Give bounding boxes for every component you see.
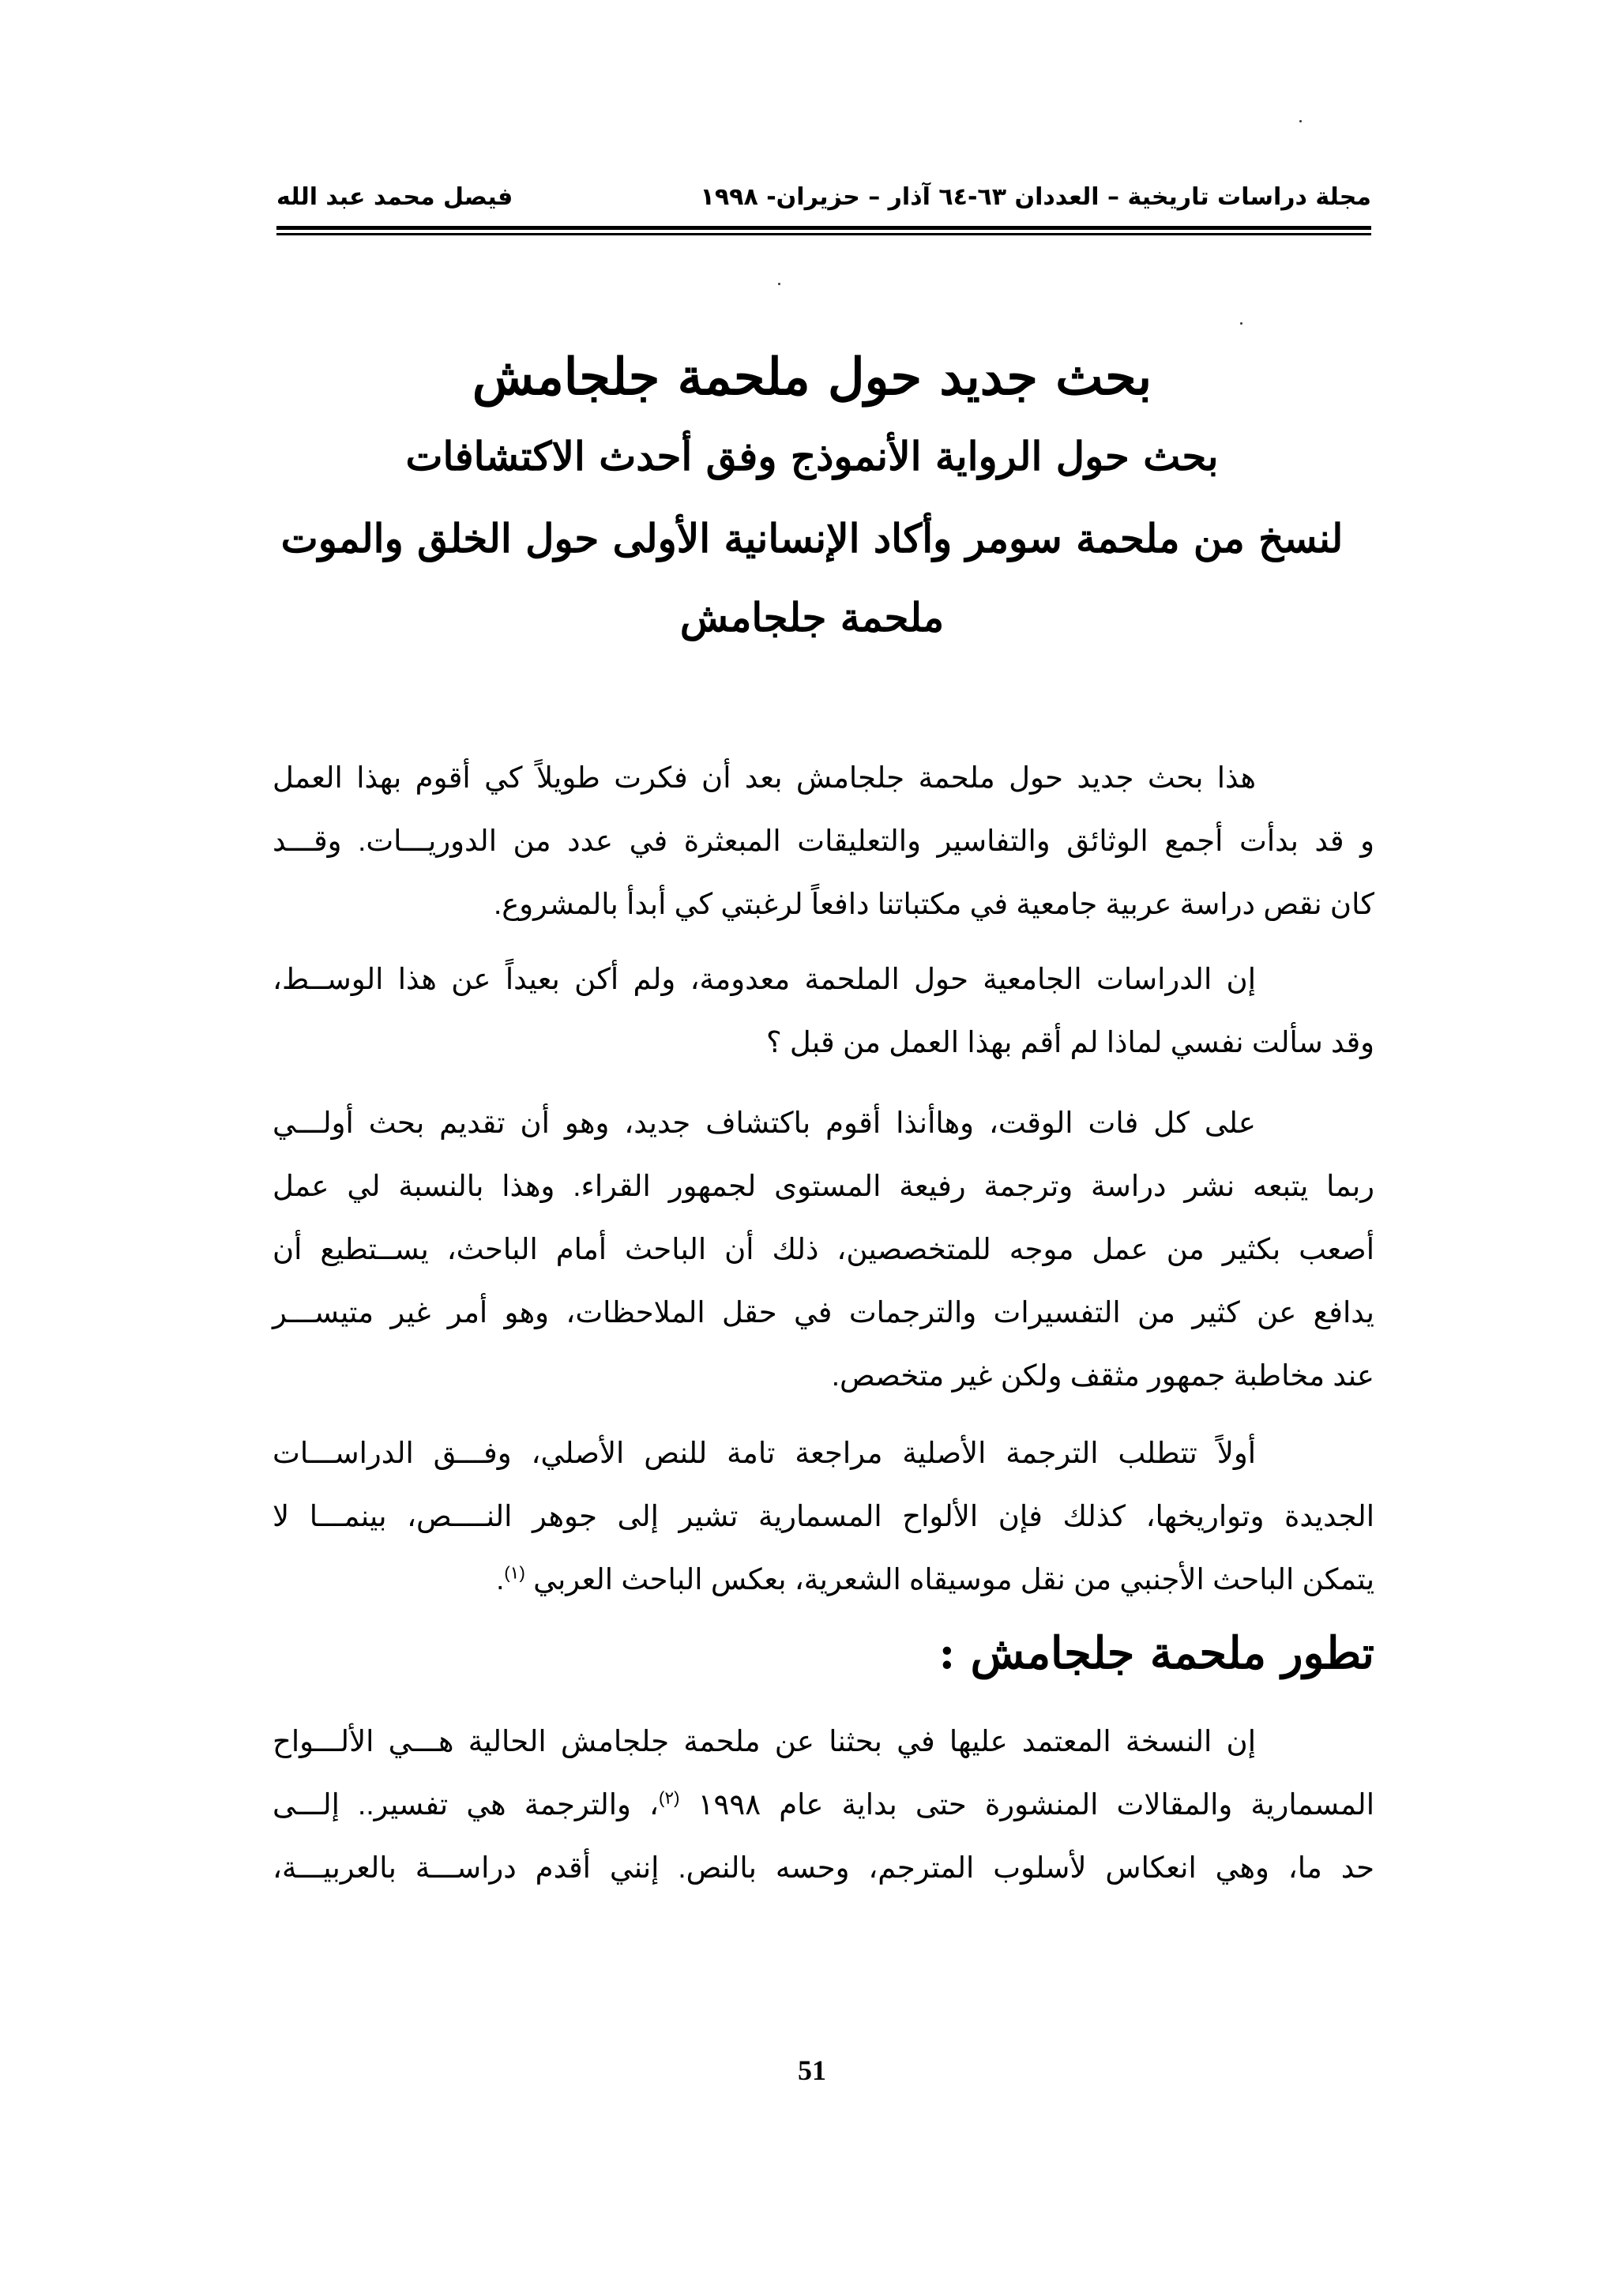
text-line: على كل فات الوقت، وهاأنذا أقوم باكتشاف جديد، وهو أن تقديم بحث أولـــي	[273, 1107, 1256, 1139]
text-line: ربما يتبعه نشر دراسة وترجمة رفيعة المستوى لجمهور القراء. وهذا بالنسبة لي عمل	[273, 1170, 1374, 1202]
text-line: إن الدراسات الجامعية حول الملحمة معدومة، ولم أكن بعيداً عن هذا الوســط،	[273, 963, 1256, 995]
header-rule-thin	[276, 233, 1371, 235]
text-line: يدافع عن كثير من التفسيرات والترجمات في حقل الملاحظات، وهو أمر غير متيســـر	[273, 1296, 1374, 1329]
paragraph-4	[273, 1422, 1374, 1611]
paragraph-2	[273, 948, 1374, 1074]
journal-citation: مجلة دراسات تاريخية – العددان ٦٣-٦٤ آذار – حزيران- ١٩٩٨	[700, 183, 1371, 211]
text-line: وقد سألت نفسي لماذا لم أقم بهذا العمل من قبل ؟	[765, 1026, 1374, 1058]
subtitle-3: ملحمة جلجامش	[679, 594, 945, 641]
text-line: عند مخاطبة جمهور مثقف ولكن غير متخصص.	[831, 1359, 1374, 1392]
text-line: حد ما، وهي انعكاس لأسلوب المترجم، وحسه بالنص. إنني أقدم دراســـة بالعربيـــة،	[273, 1851, 1374, 1884]
subtitle-1: بحث حول الرواية الأنموذج وفق أحدث الاكتشافات	[405, 433, 1219, 479]
text-line: هذا بحث جديد حول ملحمة جلجامش بعد أن فكرت طويلاً كي أقوم بهذا العمل	[273, 761, 1256, 794]
text-line: كان نقص دراسة عربية جامعية في مكتباتنا دافعاً لرغبتي كي أبدأ بالمشروع.	[493, 888, 1374, 920]
scan-speck	[778, 283, 780, 285]
text-line: إن النسخة المعتمد عليها في بحثنا عن ملحمة جلجامش الحالية هـــي الألـــواح	[273, 1725, 1256, 1757]
text-line: الجديدة وتواريخها، كذلك فإن الألواح المسمارية تشير إلى جوهر النــــص، بينمـــا لا	[273, 1500, 1374, 1532]
text-line-with-footnote	[273, 1548, 1374, 1611]
text-line-with-footnote	[273, 1773, 1374, 1836]
paragraph-1	[273, 746, 1374, 936]
subtitle-2: لنسخ من ملحمة سومر وأكاد الإنسانية الأولى حول الخلق والموت	[280, 515, 1344, 562]
text-line: المسمارية والمقالات المنشورة حتى بداية عام ١٩٩٨	[697, 1788, 1374, 1821]
running-header	[276, 183, 1371, 231]
text-line-tail: ، والترجمة هي تفسير.. إلـــى	[273, 1788, 659, 1821]
scan-speck	[1299, 120, 1302, 122]
footnote-ref-1[interactable]: (١)	[504, 1562, 525, 1583]
paragraph-3	[273, 1092, 1374, 1408]
footnote-ref-2[interactable]: (٢)	[658, 1787, 680, 1808]
text-line: يتمكن الباحث الأجنبي من نقل موسيقاه الشعرية، بعكس الباحث العربي	[533, 1563, 1374, 1596]
scan-speck	[1240, 322, 1242, 325]
sentence-end: .	[496, 1563, 505, 1596]
section-heading: تطور ملحمة جلجامش :	[938, 1627, 1374, 1679]
text-line: أولاً تتطلب الترجمة الأصلية مراجعة تامة للنص الأصلي، وفـــق الدراســـات	[273, 1437, 1256, 1469]
article-title: بحث جديد حول ملحمة جلجامش	[472, 348, 1152, 407]
paragraph-5	[273, 1710, 1374, 1900]
text-line: و قد بدأت أجمع الوثائق والتفاسير والتعليقات المبعثرة في عدد من الدوريـــات. وقـــد	[273, 825, 1374, 857]
author-name: فيصل محمد عبد الله	[276, 183, 513, 211]
page-number: 51	[798, 2054, 826, 2086]
text-line: أصعب بكثير من عمل موجه للمتخصصين، ذلك أن الباحث أمام الباحث، يســتطيع أن	[273, 1233, 1374, 1265]
header-rule-thick	[276, 226, 1371, 230]
